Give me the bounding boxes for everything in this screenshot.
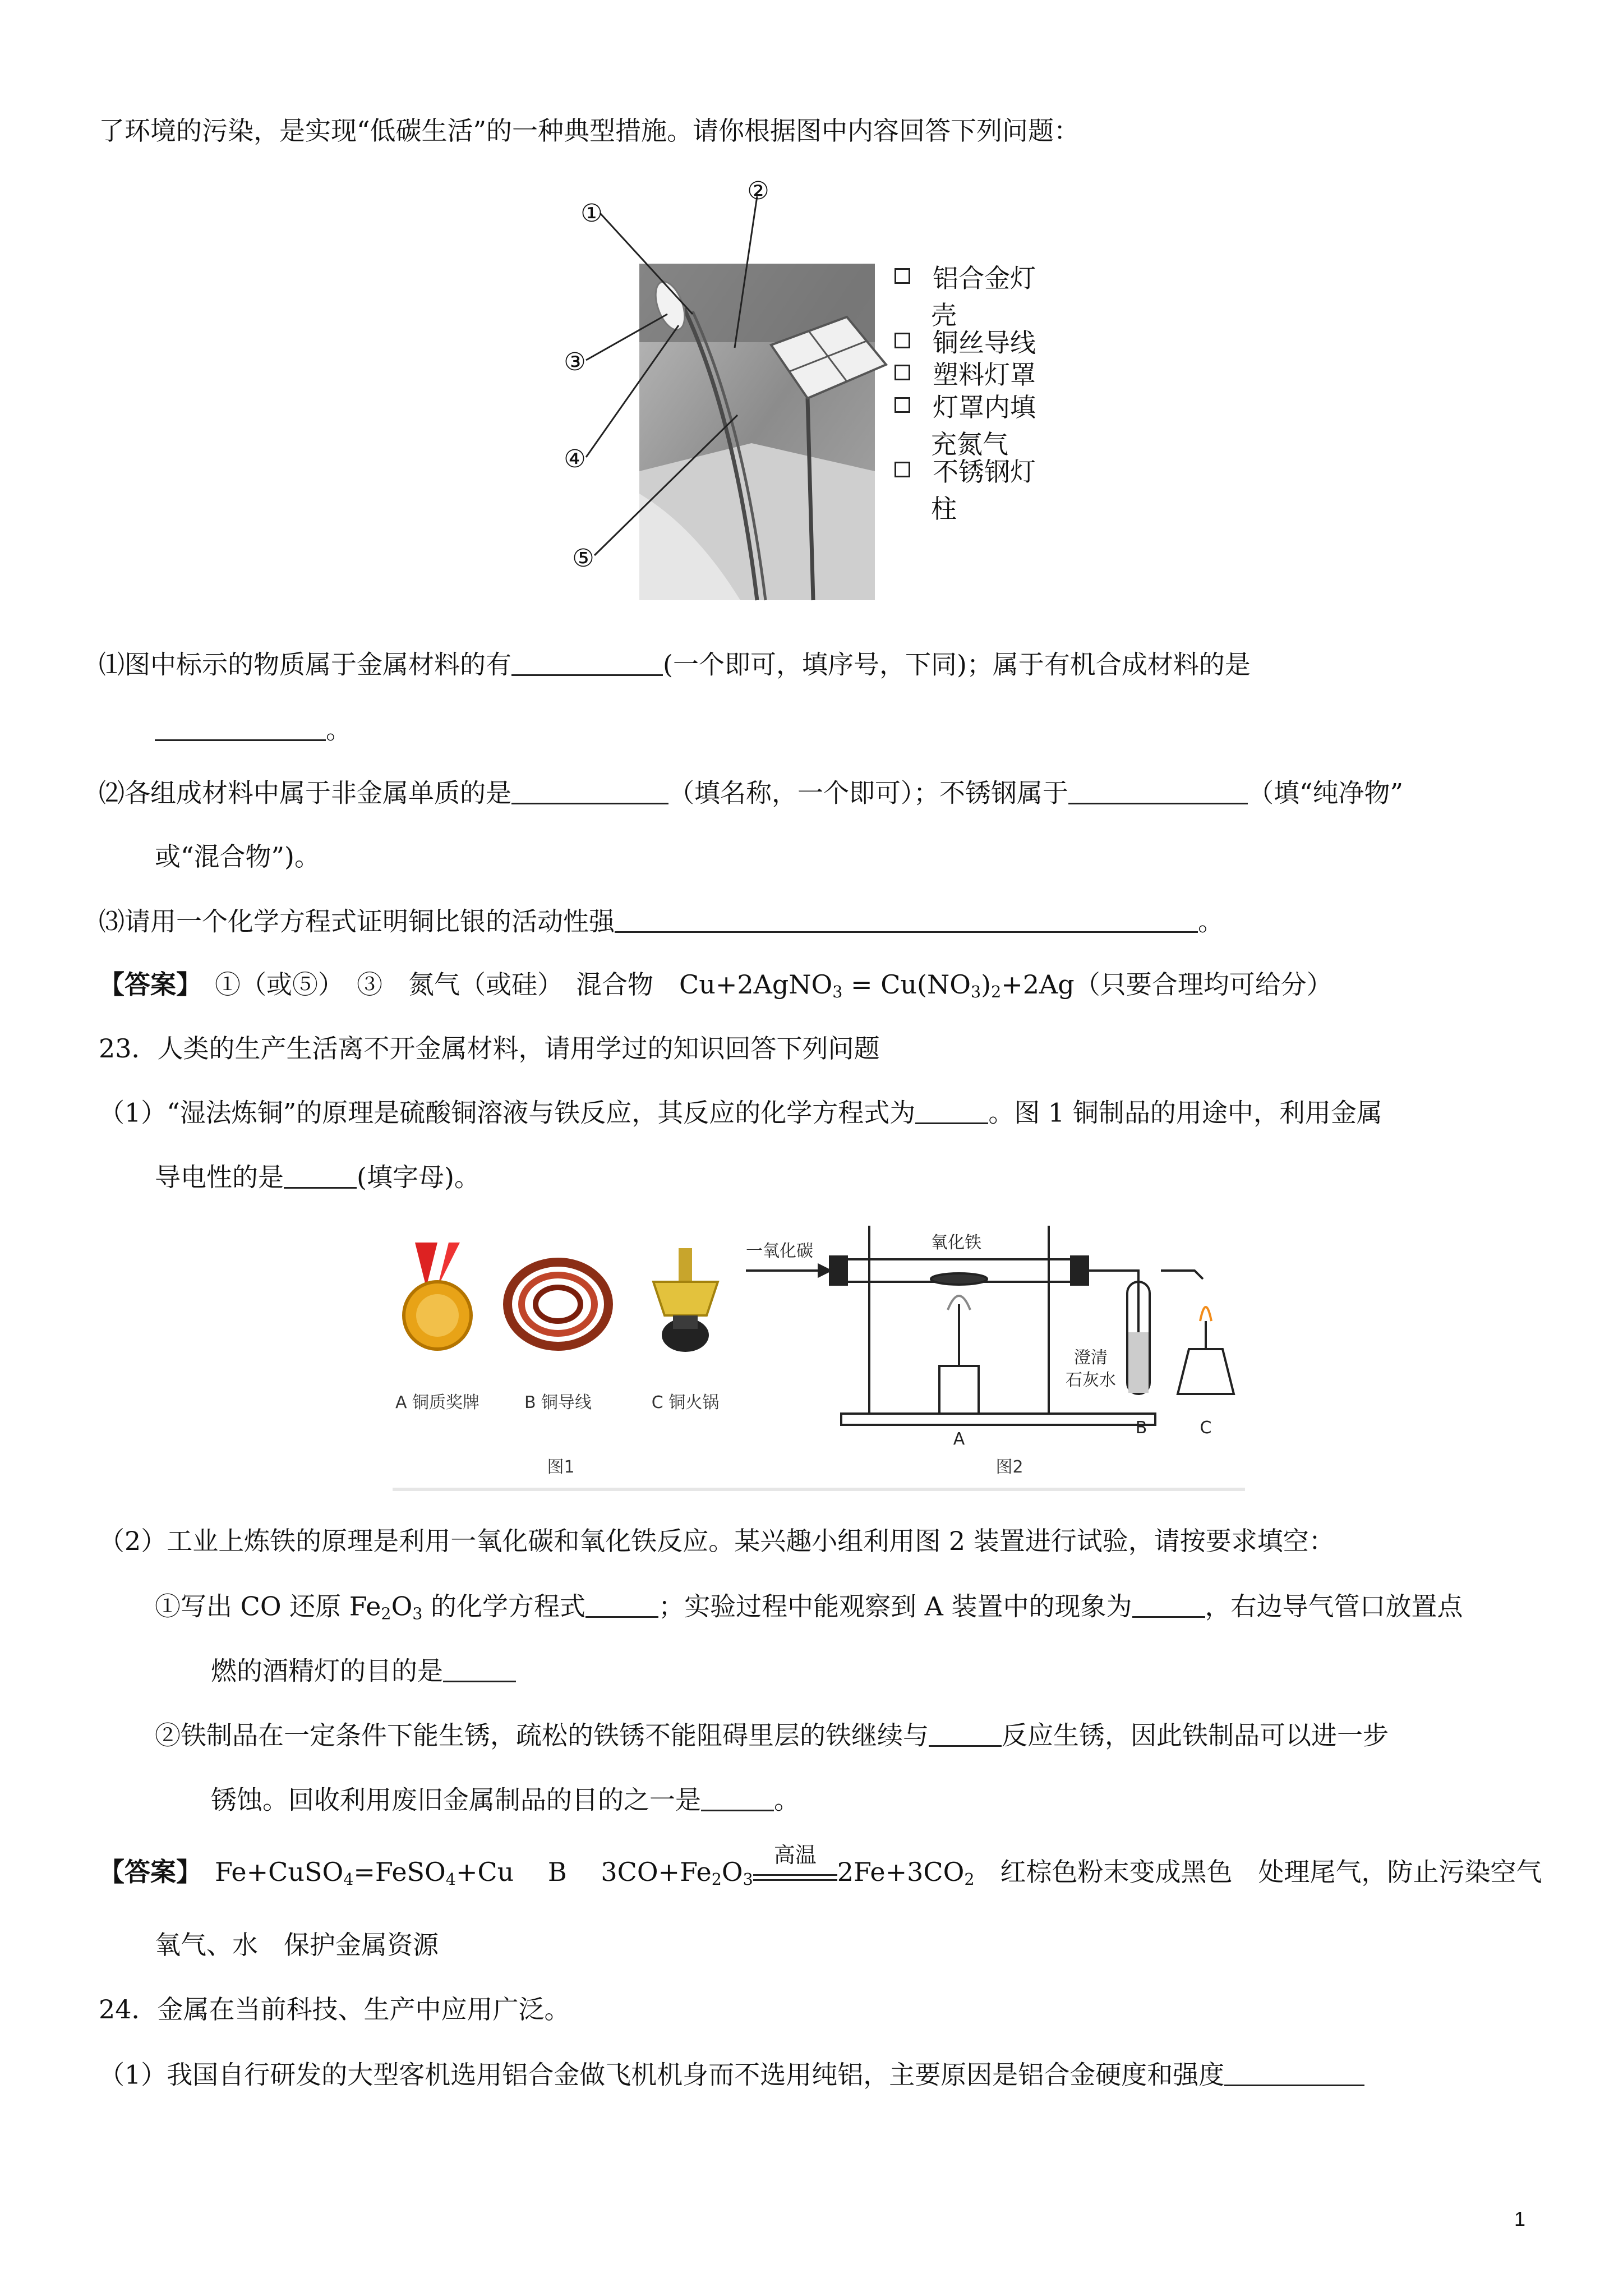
answer-blank[interactable] xyxy=(701,1784,774,1811)
legend-item-plastic-cover: 塑料灯罩 xyxy=(895,355,1036,392)
legend-item-copper-wire: 铜丝导线 xyxy=(895,323,1036,360)
fig2-caption: 图2 xyxy=(995,1457,1023,1477)
q22-part2-cont: 或“混合物”)。 xyxy=(155,841,320,872)
marker-2: ② xyxy=(747,180,769,205)
marker-5: ⑤ xyxy=(572,544,594,573)
copper-coil-icon xyxy=(508,1262,608,1346)
fig1-label-a: A 铜质奖牌 xyxy=(395,1393,480,1412)
intro-text: 了环境的污染，是实现“低碳生活”的一种典型措施。请你根据图中内容回答下列问题： xyxy=(99,116,1080,146)
fig2-label-c: C xyxy=(1200,1418,1212,1438)
q24-part1: （1）我国自行研发的大型客机选用铝合金做飞机机身而不选用纯铝，主要原因是铝合金硬度和强度 xyxy=(99,2059,1364,2091)
fig2-label-b: B xyxy=(1135,1418,1147,1438)
marker-4: ④ xyxy=(564,445,586,473)
q23-figures xyxy=(393,1226,1245,1495)
legend-checkbox-icon xyxy=(895,365,910,380)
answer-blank[interactable] xyxy=(929,1719,1002,1747)
fig2-label-a: A xyxy=(953,1429,965,1449)
answer-blank[interactable] xyxy=(615,905,1198,933)
q22-part3: ⑶请用一个化学方程式证明铜比银的活动性强 。 xyxy=(99,906,1224,937)
q23-part1-cont: 导电性的是 (填字母)。 xyxy=(155,1162,480,1193)
q23-part2-2-cont: 锈蚀。回收利用废旧金属制品的目的之一是 。 xyxy=(211,1784,800,1815)
answer-blank[interactable] xyxy=(511,648,663,676)
legend-item-aluminum-shell: 铝合金灯 壳 xyxy=(895,258,1036,332)
answer-blank[interactable] xyxy=(1224,2059,1364,2086)
fig1-caption: 图1 xyxy=(547,1457,575,1477)
q24-title: 24．金属在当前科技、生产中应用广泛。 xyxy=(99,1994,570,2024)
answer-blank[interactable] xyxy=(155,714,326,741)
legend-checkbox-icon xyxy=(895,397,910,413)
fig2-label-limewater-2: 石灰水 xyxy=(1066,1370,1116,1390)
fig1-label-b: B 铜导线 xyxy=(524,1393,592,1412)
medal-icon xyxy=(404,1243,471,1349)
q22-part1-cont: 。 xyxy=(155,714,352,746)
answer-blank[interactable] xyxy=(585,1590,658,1618)
co-reduction-apparatus xyxy=(746,1226,1234,1425)
q23-answer-cont: 氧气、水 保护金属资源 xyxy=(155,1930,439,1960)
q23-part2: （2）工业上炼铁的原理是利用一氧化碳和氧化铁反应。某兴趣小组利用图 2 装置进行试验，请按要求填空： xyxy=(99,1526,1335,1556)
solar-lamp-figure xyxy=(550,180,1088,606)
legend-checkbox-icon xyxy=(895,333,910,348)
fig2-label-fe2o3: 氧化铁 xyxy=(931,1233,981,1253)
fig1-fig2-illustration xyxy=(393,1226,1245,1495)
answer-blank[interactable] xyxy=(443,1655,516,1682)
answer-blank[interactable] xyxy=(915,1097,988,1124)
copper-hotpot-icon xyxy=(653,1248,718,1352)
reaction-condition: 高温 xyxy=(753,1864,837,1881)
q22-answer: 【答案】 ①（或⑤） ③ 氮气（或硅） 混合物 Cu+2AgNO$_3$ = $Cu(NO_3)_2+2Ag$（只要合理均可给分） xyxy=(99,969,1332,1002)
q23-part1: （1）“湿法炼铜”的原理是硫酸铜溶液与铁反应，其反应的化学方程式为 。图 1 铜制品的用途中，利用金属 xyxy=(99,1097,1382,1128)
answer-blank[interactable] xyxy=(1132,1590,1205,1618)
q23-part2-2: ②铁制品在一定条件下能生锈，疏松的铁锈不能阻碍里层的铁继续与 反应生锈，因此铁制品可以进一步 xyxy=(155,1720,1389,1751)
q23-answer: 【答案】 Fe+CuSO$_4$=FeSO$_4$+Cu B $3CO+Fe_2O_3$ 高温 $2Fe+3CO_2$ 红棕色粉末变成黑色 处理尾气，防止污染空气 xyxy=(99,1843,1542,1889)
answer-blank[interactable] xyxy=(511,777,668,804)
q23-part2-1: ①写出 CO 还原 $Fe_2O_3$ 的化学方程式 ；实验过程中能观察到 A 装置中的现象为 ，右边导气管口放置点 xyxy=(155,1591,1463,1623)
marker-3: ③ xyxy=(564,348,586,376)
legend-item-nitrogen: 灯罩内填 充氮气 xyxy=(895,387,1036,461)
answer-blank[interactable] xyxy=(1068,777,1248,804)
legend-checkbox-icon xyxy=(895,268,910,284)
page-number: 1 xyxy=(1514,2207,1526,2230)
legend-checkbox-icon xyxy=(895,462,910,477)
answer-blank[interactable] xyxy=(284,1161,357,1189)
q22-part2: ⑵各组成材料中属于非金属单质的是 （填名称，一个即可）；不锈钢属于 （填“纯净物” xyxy=(99,777,1404,808)
q23-title: 23．人类的生产生活离不开金属材料，请用学过的知识回答下列问题 xyxy=(99,1033,880,1064)
fig2-label-co: 一氧化碳 xyxy=(746,1241,813,1261)
q22-part1: ⑴图中标示的物质属于金属材料的有 (一个即可，填序号，下同)；属于有机合成材料的是 xyxy=(99,649,1251,680)
q23-part2-1-cont: 燃的酒精灯的目的是 xyxy=(211,1655,516,1687)
legend-item-steel-pole: 不锈钢灯 柱 xyxy=(895,452,1036,526)
fig1-label-c: C 铜火锅 xyxy=(651,1393,720,1412)
fig2-label-limewater-1: 澄清 xyxy=(1074,1348,1108,1368)
marker-1: ① xyxy=(580,199,603,228)
